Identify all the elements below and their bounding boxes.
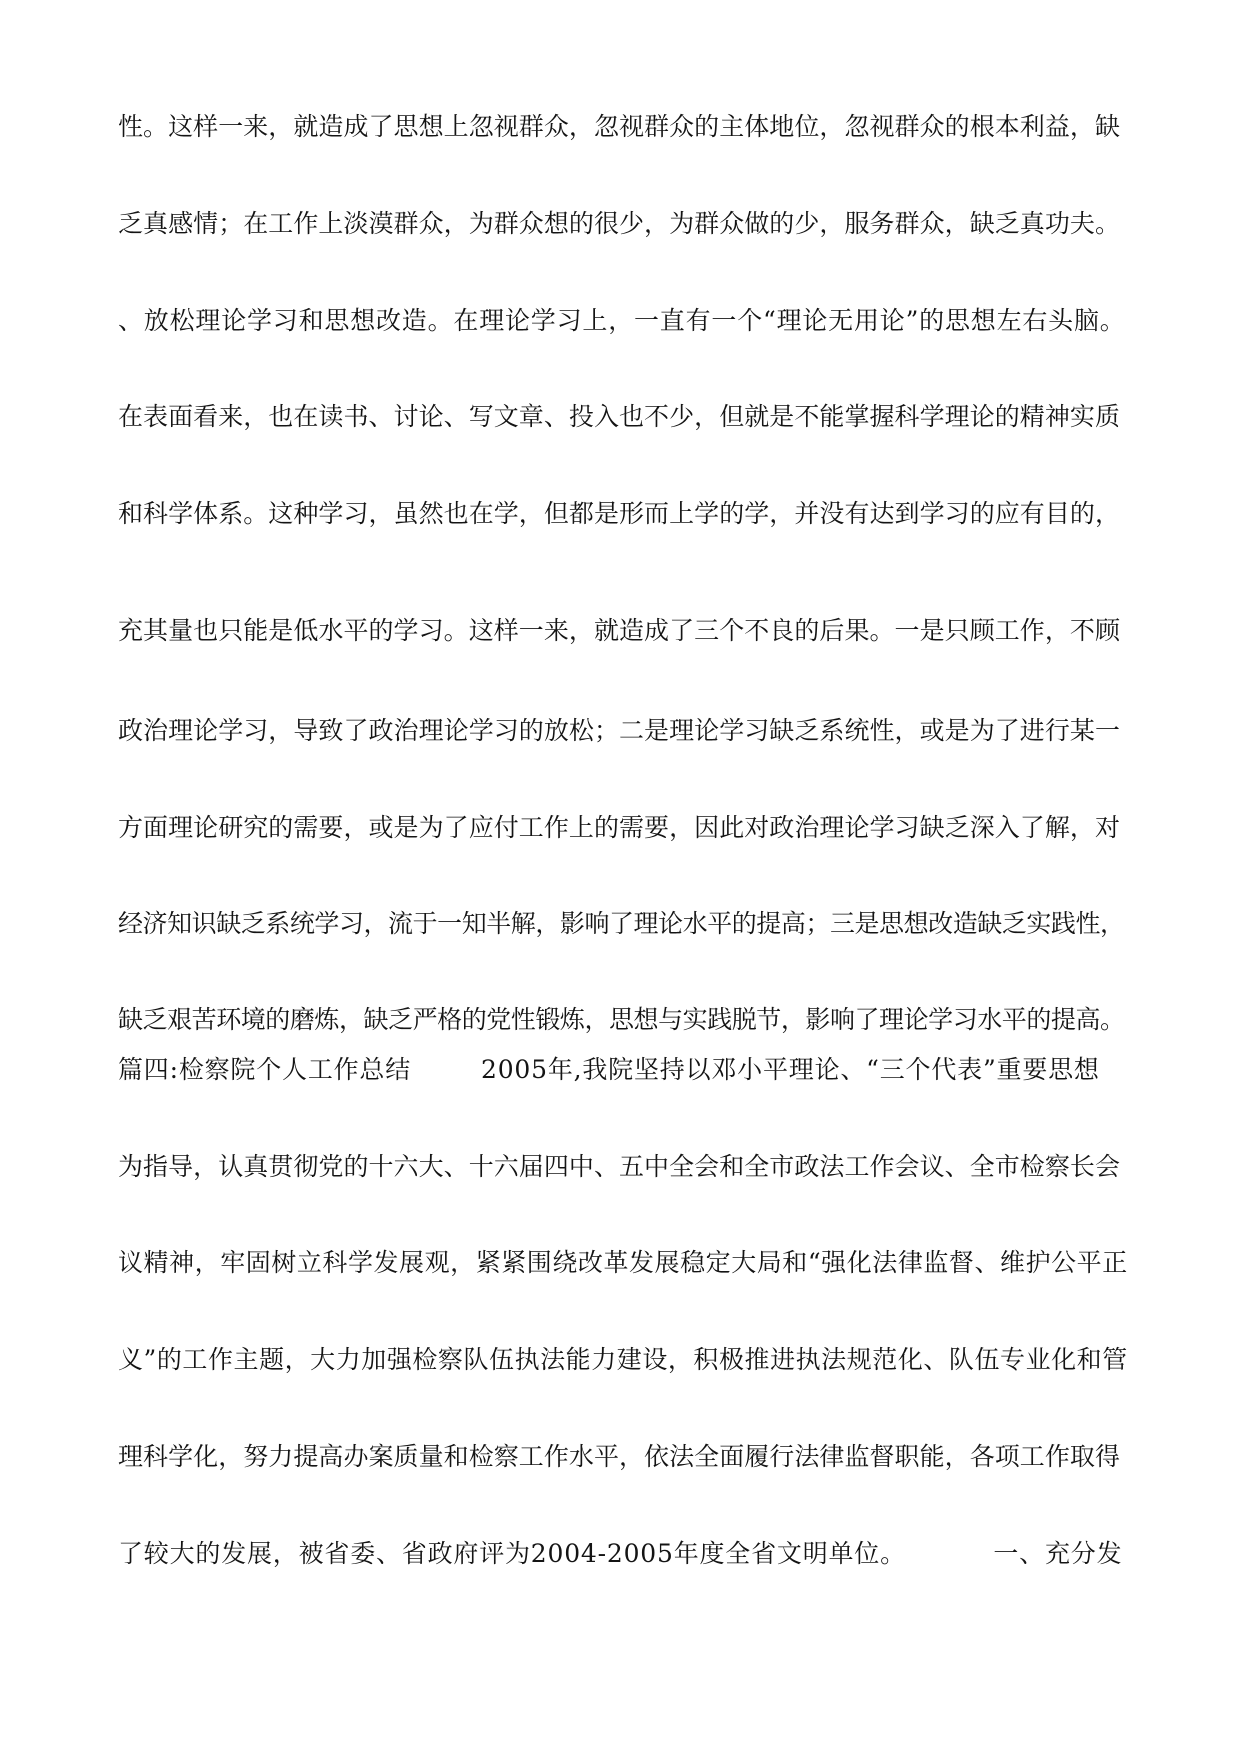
text-line: 经济知识缺乏系统学习，流于一知半解，影响了理论水平的提高；三是思想改造缺乏实践性， [118, 909, 1125, 938]
text-line: 议精神，牢固树立科学发展观，紧紧围绕改革发展稳定大局和“强化法律监督、维护公平正 [118, 1248, 1128, 1277]
section-heading-line: 篇四:检察院个人工作总结 2005年,我院坚持以邓小平理论、“三个代表”重要思想 [118, 1055, 1100, 1084]
text-line: 缺乏艰苦环境的磨炼，缺乏严格的党性锻炼，思想与实践脱节，影响了理论学习水平的提高。 [118, 1005, 1125, 1034]
text-line: 在表面看来，也在读书、讨论、写文章、投入也不少，但就是不能掌握科学理论的精神实质 [118, 402, 1121, 431]
text-line: 义”的工作主题，大力加强检察队伍执法能力建设，积极推进执法规范化、队伍专业化和管 [118, 1345, 1128, 1374]
text-line: 政治理论学习，导致了政治理论学习的放松；二是理论学习缺乏系统性，或是为了进行某一 [118, 716, 1121, 745]
text-line: 性。这样一来，就造成了思想上忽视群众，忽视群众的主体地位，忽视群众的根本利益，缺 [118, 112, 1121, 141]
text-line: 方面理论研究的需要，或是为了应付工作上的需要，因此对政治理论学习缺乏深入了解，对 [118, 813, 1121, 842]
text-line: 、放松理论学习和思想改造。在理论学习上，一直有一个“理论无用论”的思想左右头脑。 [118, 306, 1126, 335]
text-line: 和科学体系。这种学习，虽然也在学，但都是形而上学的学，并没有达到学习的应有目的， [118, 499, 1121, 528]
text-line: 理科学化，努力提高办案质量和检察工作水平，依法全面履行法律监督职能，各项工作取得 [118, 1442, 1121, 1471]
text-line: 为指导，认真贯彻党的十六大、十六届四中、五中全会和全市政法工作会议、全市检察长会 [118, 1152, 1121, 1181]
text-line: 了较大的发展，被省委、省政府评为2004-2005年度全省文明单位。 一、充分发 [118, 1539, 1123, 1568]
text-line: 充其量也只能是低水平的学习。这样一来，就造成了三个不良的后果。一是只顾工作，不顾 [118, 616, 1121, 645]
text-line: 乏真感情；在工作上淡漠群众，为群众想的很少，为群众做的少，服务群众，缺乏真功夫。 [118, 209, 1121, 238]
